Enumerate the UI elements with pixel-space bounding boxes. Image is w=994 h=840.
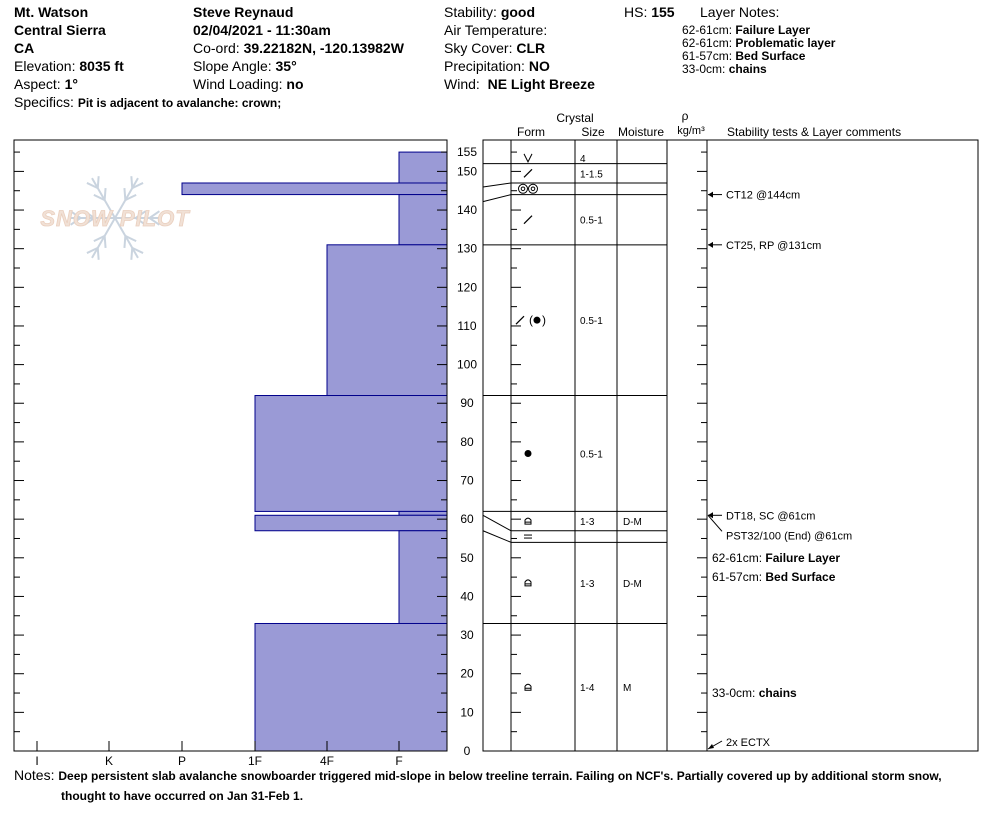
aspect-value: 1°: [64, 76, 78, 92]
chart-frames: [14, 140, 978, 751]
depth-tick-label: 60: [460, 512, 474, 527]
notes-label: Notes:: [14, 767, 55, 783]
grain-form-icon: [525, 684, 531, 690]
hardness-bar: [255, 515, 447, 530]
state-name: CA: [14, 40, 35, 56]
comments-header: Stability tests & Layer comments: [727, 125, 902, 139]
flake-branch: [124, 188, 125, 200]
moisture-value: M: [623, 683, 632, 695]
grain-form-icon: [524, 216, 532, 224]
test-label: DT18, SC @61cm: [726, 510, 816, 523]
grain-form-icon: [525, 580, 531, 586]
depth-tick-label: 40: [460, 589, 474, 604]
hardness-bar: [255, 623, 447, 751]
grain-form-icon: [519, 184, 528, 193]
stability-label: Stability:: [444, 4, 497, 20]
flake-branch: [98, 248, 99, 260]
density-unit: kg/m³: [677, 125, 705, 137]
layer-comment: 61-57cm: Bed Surface: [712, 570, 836, 585]
flake-branch: [124, 236, 125, 248]
stability-value: good: [500, 4, 536, 20]
aspect-label: Aspect:: [14, 76, 61, 92]
layer-note: 61-57cm: Bed Surface: [682, 49, 806, 63]
notes-text-line1: Deep persistent slab avalanche snowboarder triggered mid-slope in below treeline terrain. Failing on NCF's. Partially covered up by additional storm snow,: [58, 769, 942, 783]
hardness-tick-label: F: [395, 754, 403, 766]
location-name: Mt. Watson: [14, 4, 89, 20]
grain-form-icon: (: [529, 313, 533, 328]
grain-form-icon: [524, 154, 532, 162]
layer-note: 62-61cm: Problematic layer: [682, 36, 836, 50]
sky-value: CLR: [516, 40, 546, 56]
coord-label: Co-ord:: [193, 40, 240, 56]
hardness-tick-label: 1F: [247, 754, 263, 766]
slope-label: Slope Angle:: [193, 58, 272, 74]
depth-tick-label: 80: [460, 434, 474, 449]
depth-tick-label: 20: [460, 666, 474, 681]
depth-tick-label: 120: [456, 280, 478, 295]
depth-tick-label: 140: [456, 203, 478, 218]
sky-label: Sky Cover:: [444, 40, 513, 56]
layer-connector: [483, 515, 511, 530]
precip-value: NO: [528, 58, 550, 74]
slope-value: 35°: [275, 58, 297, 74]
test-label: 2x ECTX: [726, 737, 771, 749]
hardness-bar: [399, 511, 447, 515]
flake-branch: [131, 248, 132, 260]
hardness-bars: [182, 152, 447, 751]
notes-section: [14, 766, 942, 806]
test-label: PST32/100 (End) @61cm: [726, 530, 853, 543]
logo-text: SNOW PILOT: [40, 206, 190, 231]
hardness-tick-label: I: [35, 754, 39, 766]
observer-name: Steve Reynaud: [193, 4, 294, 20]
grain-form-icon: [525, 450, 532, 457]
grain-form-icon: [531, 187, 535, 191]
precip-label: Precipitation:: [444, 58, 525, 74]
depth-tick-label: 70: [460, 473, 474, 488]
test-arrowhead: [708, 744, 714, 749]
elevation-label: Elevation:: [14, 58, 76, 74]
hardness-bar: [255, 396, 447, 512]
layer-note: 62-61cm: Failure Layer: [682, 23, 811, 37]
hardness-bar: [399, 152, 447, 183]
depth-tick-label: 130: [456, 241, 478, 256]
flake-branch: [105, 188, 106, 200]
moisture-header: Moisture: [617, 125, 665, 139]
grain-form-icon: [524, 169, 532, 177]
flake-branch: [98, 176, 99, 188]
hs-label: HS:: [624, 4, 648, 20]
test-label: CT25, RP @131cm: [726, 239, 822, 252]
range-name: Central Sierra: [14, 22, 106, 38]
layer-connector: [483, 183, 511, 187]
grain-form-icon: [525, 518, 531, 524]
layer-note: 33-0cm: chains: [682, 62, 767, 76]
depth-tick-label: 110: [457, 318, 477, 333]
wind-value: NE Light Breeze: [487, 76, 595, 92]
layer-connector: [483, 195, 511, 202]
density-symbol: ρ: [681, 109, 689, 123]
hardness-tick-label: K: [104, 754, 114, 766]
hs-value: 155: [651, 4, 675, 20]
grain-size: 0.5-1: [580, 449, 603, 461]
depth-tick-label: 100: [456, 357, 478, 372]
grain-size: 1-1.5: [580, 169, 603, 181]
hardness-bar: [327, 245, 447, 396]
grain-form-icon: ): [542, 313, 546, 328]
grain-size: 1-3: [580, 517, 595, 529]
grain-form-icon: [529, 184, 538, 193]
depth-tick-label: 155: [456, 145, 478, 160]
moisture-value: D-M: [623, 578, 642, 590]
flake-branch: [105, 236, 106, 248]
depth-tick-label: 0: [463, 744, 471, 758]
grain-form-icon: [534, 317, 541, 324]
depth-tick-label: 30: [460, 628, 474, 643]
grain-size: 0.5-1: [580, 316, 603, 328]
stability-tests: [708, 190, 852, 749]
depth-tick-label: 50: [460, 550, 474, 565]
grain-size: 0.5-1: [580, 215, 603, 227]
snow-pilot-logo: [40, 176, 190, 260]
grain-form-icon: [516, 316, 524, 324]
grain-size: 4: [580, 153, 586, 165]
grain-size: 1-4: [580, 683, 595, 695]
wind-loading-value: no: [286, 76, 304, 92]
hardness-tick-label: P: [177, 754, 187, 766]
depth-tick-label: 150: [456, 164, 478, 179]
flake-branch: [131, 176, 132, 188]
layer-comment: 33-0cm: chains: [712, 686, 797, 701]
test-arrow: [708, 515, 722, 531]
wind-label: Wind:: [444, 76, 480, 92]
specifics-value: Pit is adjacent to avalanche: crown;: [77, 96, 282, 110]
grain-size: 1-3: [580, 578, 595, 590]
hardness-tick-label: 4F: [319, 754, 335, 766]
test-arrowhead: [708, 192, 713, 198]
coord-value: 39.22182N, -120.13982W: [243, 40, 404, 56]
crystal-header: Crystal: [556, 111, 594, 125]
hardness-bar: [182, 183, 447, 195]
layers-frame: [483, 140, 978, 751]
elevation-value: 8035 ft: [79, 58, 124, 74]
test-arrowhead: [708, 242, 713, 248]
form-header: Form: [517, 125, 545, 139]
hardness-bar: [399, 531, 447, 624]
moisture-value: D-M: [623, 517, 642, 529]
grain-form-icon: [521, 187, 525, 191]
specifics-label: Specifics:: [14, 94, 74, 110]
wind-loading-label: Wind Loading:: [193, 76, 283, 92]
hardness-bar: [399, 195, 447, 245]
layer-comment: 62-61cm: Failure Layer: [712, 550, 841, 565]
air-temp-label: Air Temperature:: [444, 22, 548, 38]
depth-tick-label: 90: [460, 396, 474, 411]
observation-datetime: 02/04/2021 - 11:30am: [193, 22, 331, 38]
notes-text-line2: thought to have occurred on Jan 31-Feb 1.: [61, 789, 304, 803]
layer-connector: [483, 531, 511, 543]
size-header: Size: [581, 125, 605, 139]
depth-tick-label: 10: [460, 705, 474, 720]
test-label: CT12 @144cm: [726, 189, 801, 202]
layer-notes-title: Layer Notes:: [700, 4, 780, 20]
